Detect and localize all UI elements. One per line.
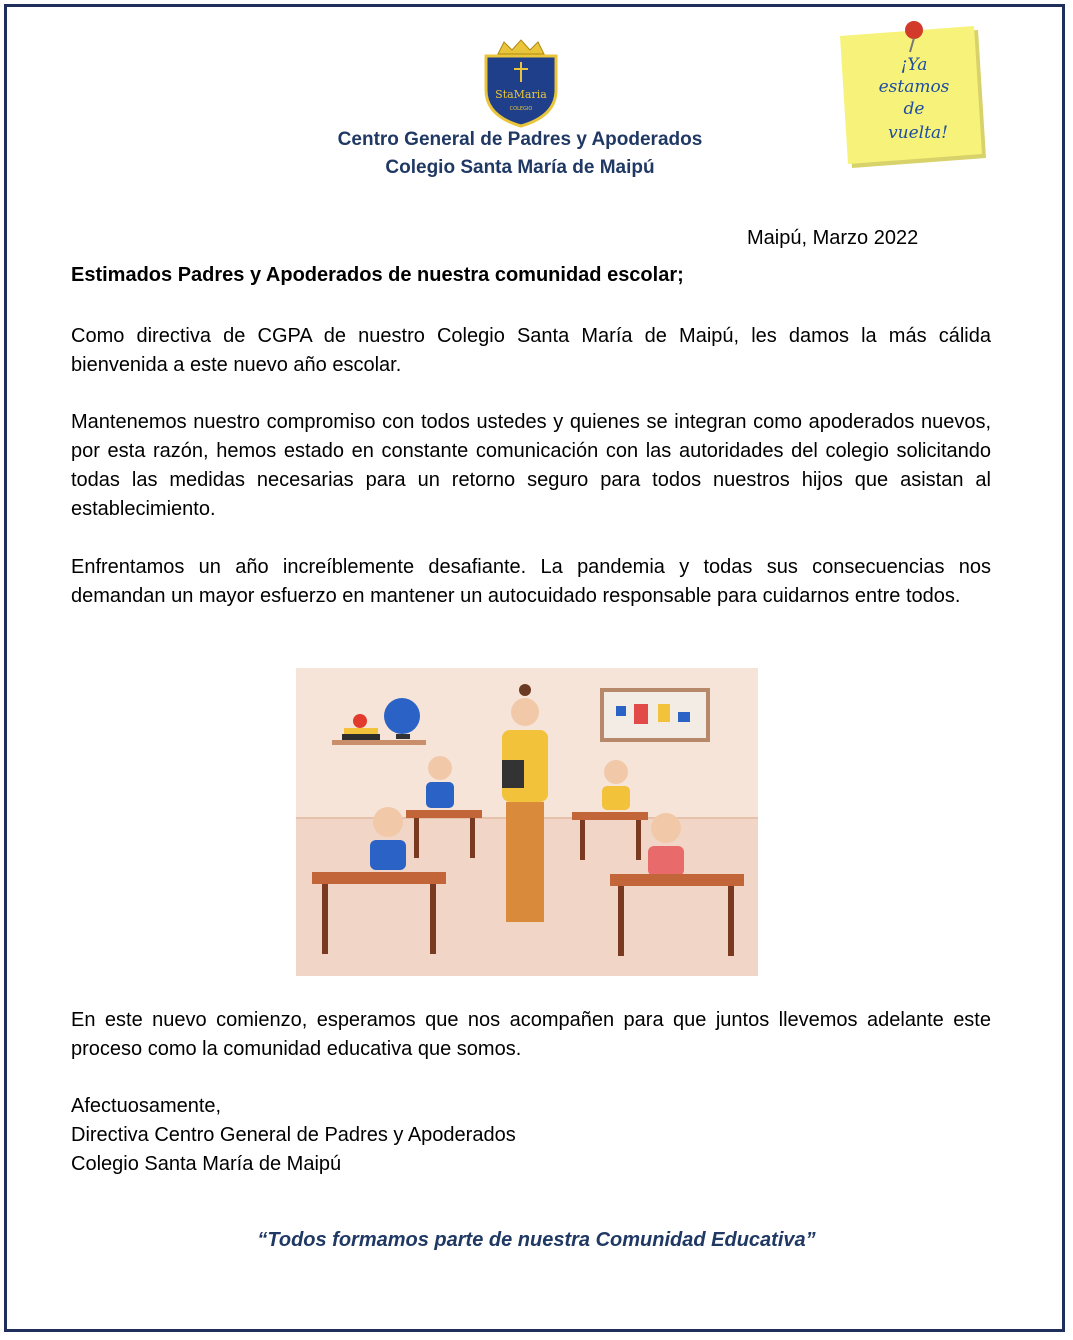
globe-icon bbox=[384, 698, 420, 734]
apple-icon bbox=[353, 714, 367, 728]
note-line-2: estamos bbox=[878, 77, 950, 97]
note-line-4: vuelta! bbox=[888, 123, 948, 143]
closing-signature-2: Colegio Santa María de Maipú bbox=[71, 1153, 342, 1175]
paragraph-3: Enfrentamos un año increíblemente desafiante. La pandemia y todas sus consecuencias nos demandan un mayor esfuerzo en mantener un autocuidado responsable para cuidarnos entre todos. bbox=[71, 556, 991, 607]
logo-subtext: COLEGIO bbox=[509, 106, 533, 112]
header-line-2: Colegio Santa María de Maipú bbox=[385, 157, 655, 178]
classroom-illustration bbox=[296, 668, 758, 976]
paragraph-4: En este nuevo comienzo, esperamos que nos acompañen para que juntos llevemos adelante este proceso como la comunidad educativa que somos. bbox=[71, 1009, 991, 1060]
closing-signature-1: Directiva Centro General de Padres y Apoderados bbox=[71, 1124, 516, 1146]
logo-text: StaMaria bbox=[495, 88, 547, 101]
motto: “Todos formamos parte de nuestra Comunidad Educativa” bbox=[257, 1229, 816, 1251]
letter-date: Maipú, Marzo 2022 bbox=[747, 227, 919, 249]
sticky-note bbox=[838, 18, 988, 173]
greeting: Estimados Padres y Apoderados de nuestra comunidad escolar; bbox=[71, 264, 684, 286]
closing-salutation: Afectuosamente, bbox=[71, 1095, 222, 1117]
paragraph-2: Mantenemos nuestro compromiso con todos ustedes y quienes se integran como apoderados nuevos, por esta razón, hemos estado en constante comunicación con las autoridades del colegio solicitando todas las medidas necesarias para un retorno seguro para todos nuestros hijos que asistan al establecimiento. bbox=[71, 411, 991, 520]
header-line-1: Centro General de Padres y Apoderados bbox=[337, 129, 703, 150]
note-line-1: ¡Ya bbox=[900, 55, 928, 75]
school-crest-logo bbox=[482, 38, 560, 128]
paragraph-1: Como directiva de CGPA de nuestro Colegio Santa María de Maipú, les damos la más cálida bienvenida a este nuevo año escolar. bbox=[71, 325, 991, 376]
pushpin-icon bbox=[905, 21, 923, 39]
note-line-3: de bbox=[903, 99, 925, 119]
closing-block bbox=[71, 1092, 516, 1179]
